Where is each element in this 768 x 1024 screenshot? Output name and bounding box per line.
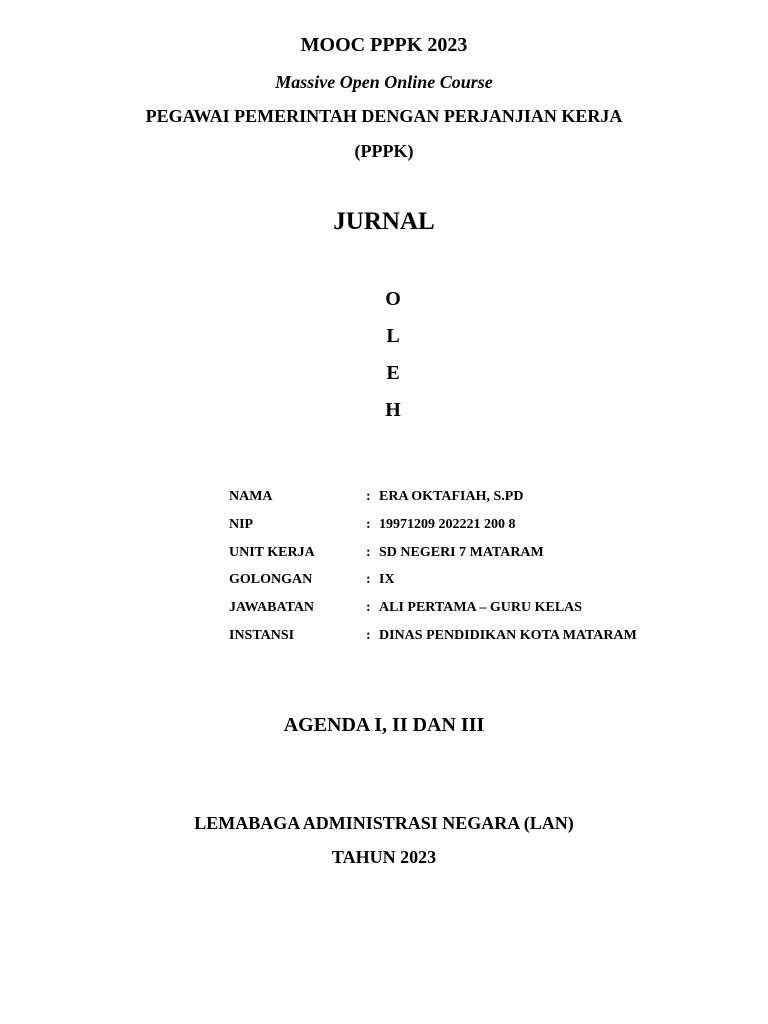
document-subtitle: Massive Open Online Course: [275, 72, 493, 92]
document-title: MOOC PPPK 2023: [300, 34, 468, 56]
oleh-letter-e: E: [386, 362, 400, 384]
organization-line-1: PEGAWAI PEMERINTAH DENGAN PERJANJIAN KERJA: [145, 106, 623, 126]
identity-separator: :: [366, 600, 371, 615]
identity-label: NIP: [229, 517, 254, 532]
identity-value: DINAS PENDIDIKAN KOTA MATARAM: [379, 628, 637, 643]
organization-line-2: (PPPK): [354, 141, 414, 161]
identity-separator: :: [366, 517, 371, 532]
footer-year: TAHUN 2023: [331, 847, 437, 867]
identity-separator: :: [366, 545, 371, 560]
identity-separator: :: [366, 489, 371, 504]
agenda-heading: AGENDA I, II DAN III: [283, 714, 485, 736]
identity-row-instansi: [229, 628, 709, 648]
identity-row-unit-kerja: [229, 545, 709, 565]
oleh-letter-h: H: [385, 399, 401, 421]
oleh-letter-o: O: [385, 288, 401, 310]
identity-label: GOLONGAN: [229, 572, 313, 587]
identity-value: ALI PERTAMA – GURU KELAS: [379, 600, 583, 615]
identity-row-nip: [229, 517, 709, 537]
document-type-heading: JURNAL: [333, 208, 435, 235]
identity-value: IX: [379, 572, 395, 587]
identity-label: UNIT KERJA: [229, 545, 315, 560]
identity-separator: :: [366, 572, 371, 587]
identity-row-golongan: [229, 572, 709, 592]
oleh-letter-l: L: [386, 325, 400, 347]
footer-institution: LEMABAGA ADMINISTRASI NEGARA (LAN): [194, 813, 574, 833]
identity-separator: :: [366, 628, 371, 643]
identity-label: JAWABATAN: [229, 600, 315, 615]
identity-row-jawabatan: [229, 600, 709, 620]
identity-value: ERA OKTAFIAH, S.PD: [379, 489, 524, 504]
identity-value: 19971209 202221 200 8: [379, 517, 516, 532]
identity-row-nama: [229, 489, 709, 509]
identity-label: NAMA: [229, 489, 273, 504]
identity-label: INSTANSI: [229, 628, 295, 643]
identity-value: SD NEGERI 7 MATARAM: [379, 545, 544, 560]
